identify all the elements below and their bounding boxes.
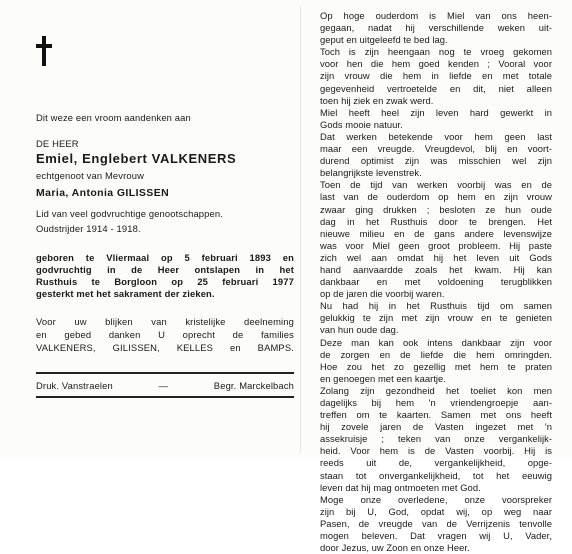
divider-bottom <box>36 396 294 398</box>
divider-top <box>36 372 294 374</box>
spouse-label: echtgenoot van Mevrouw <box>36 170 145 181</box>
spouse-name: Maria, Antonia GILISSEN <box>36 187 170 199</box>
memorial-text-line: op de jaren die voorbij waren. <box>320 288 445 300</box>
thanks-line: VALKENERS, GILISSEN, KELLES en BAMPS. <box>36 342 294 353</box>
memorial-text-line: Zolang zijn gezondheid het toeliet kon men <box>320 384 552 396</box>
memorial-text-line: zijn vrouw die hem in liefde en met totale <box>320 70 552 82</box>
memorial-text-line: treffen om te kaarten. Samen met ons heeft <box>320 409 552 421</box>
memorial-text-line: leven dat hij mag ontmoeten met God. <box>320 481 481 493</box>
memorial-text-line: nieuwe milieu en de gans andere levenswijze <box>320 227 552 239</box>
memorial-text-line: assekruisje ; teken van onze vergankelijk- <box>320 433 552 445</box>
memorial-text-line: geput en uitgeleefd te bed lag. <box>320 34 448 46</box>
memorial-text-line: durend optimist zijn was misschien wel zijn <box>320 155 552 167</box>
memorial-text-line: dankbaar en met voldoening terugblikken <box>320 276 552 288</box>
birth-line: geboren te Vliermaal op 5 februari 1893 en <box>36 252 294 263</box>
veteran-text: Oudstrijder 1914 - 1918. <box>36 223 141 234</box>
memorial-text-line: gegevenheid vertroetelde en dit, niet alleen <box>320 82 552 94</box>
memorial-text-line: mogen beleven. Dat vragen wij U, Vader, <box>320 530 552 542</box>
credits-dash: — <box>158 380 169 391</box>
memorial-text-line: dagelijks bij hem 'n vriendengroepje aan- <box>320 397 552 408</box>
memorial-text-line: Hoe zou het zo gezellig met hem te praten <box>320 360 552 372</box>
cross-icon <box>36 36 52 66</box>
memorial-text-line: Gods mooie natuur. <box>320 118 403 130</box>
undertaker-credit: Begr. Marckelbach <box>213 380 294 391</box>
memorial-text-line: last van de ouderdom op hem en zijn vrouw <box>320 191 552 203</box>
memorial-text-line: staan tot onvergankelijkheid, tot het eeuwig <box>320 469 552 481</box>
birth-line: godvruchtig in de Heer ontslapen in het <box>36 264 294 275</box>
memberships-text: Lid van veel godvruchtige genootschappen. <box>36 208 224 219</box>
memorial-text-line: hand aanvaardde zoals het kwam. Hij kan <box>320 263 552 275</box>
memorial-text-line: Miel heeft heel zijn leven hard gewerkt in <box>320 106 552 118</box>
deceased-name: Emiel, Englebert VALKENERS <box>36 151 237 166</box>
memorial-text-line: Toen de tijd van werken voorbij was en de <box>320 179 552 191</box>
memorial-text-line: Dat werken betekende voor hem geen last <box>320 130 552 142</box>
memorial-text-line: zijn bij U, God, opdat wij, op weg naar <box>320 505 552 517</box>
memorial-text-line: voor hen die hem goed kenden ; Vooral voor <box>320 58 552 70</box>
thanks-line: Voor uw blijken van kristelijke deelneming <box>36 316 294 327</box>
memorial-text-column <box>320 10 552 554</box>
memorial-text-line: van hun oude dag. <box>320 324 399 336</box>
memorial-text-line: en genoegen met een kaartje. <box>320 372 446 384</box>
memorial-text-line: Moge onze overledene, onze voorspreker <box>320 493 552 505</box>
memorial-text-line: hij zovele jaren de Vasten ingezet met 'n <box>320 421 552 433</box>
credits-row <box>36 380 294 392</box>
memorial-text-line: Op hoge ouderdom is Miel van ons heen- <box>320 10 552 21</box>
memorial-text-line: gegaan, nadat hij verschillende weken uit- <box>320 22 552 34</box>
memorial-text-line: zich wel aan omdat hij het leven uit Gods <box>320 251 552 263</box>
memorial-text-line: Pasen, de vreugde van de Verrijzenis tenvolle <box>320 517 552 529</box>
memorial-text-line: heid. Voor hem is de Vasten voorbij. Hij is <box>320 445 552 457</box>
memorial-text-line: maar een vreugde. Vreugdevol, blij en voort- <box>320 143 552 155</box>
memorial-text-line: de zorgen en de liefde die hem omringden. <box>320 348 552 360</box>
birth-line: gesterkt met het sakrament der zieken. <box>36 288 215 299</box>
memorial-text-line: zwaar ging drukken ; besloten ze hun oude <box>320 203 552 215</box>
memorial-text-line: belangrijkste levenstrek. <box>320 167 422 179</box>
birth-line: Rusthuis te Borgloon op 25 februari 1977 <box>36 276 294 287</box>
memorial-text-line: Deze man kan ook intens dankbaar zijn voor <box>320 336 552 348</box>
memorial-text-line: Nu had hij in het Rusthuis tijd om samen <box>320 300 552 312</box>
card-fold-line <box>300 6 301 453</box>
thanks-line: en gebed danken U oprecht de families <box>36 329 294 340</box>
memorial-text-line: toen hij ziek en zwak werd. <box>320 94 434 106</box>
printer-credit: Druk. Vanstraelen <box>36 380 113 391</box>
salutation: DE HEER <box>36 138 79 149</box>
memorial-text-line: reeds uit de, vergankelijkheid, opge- <box>320 457 552 469</box>
memorial-text-line: gelukkig te zijn met zijn vrouw en te genieten <box>320 312 552 324</box>
intro-text: Dit weze een vroom aandenken aan <box>36 112 191 123</box>
memorial-text-line: door Jezus, uw Zoon en onze Heer. <box>320 542 470 554</box>
memorial-text-line: Toch is zijn heengaan nog te vroeg gekomen <box>320 46 552 58</box>
memorial-text-line: was voor Miel geen groot probleem. Hij paste <box>320 239 552 251</box>
memorial-text-line: dag in het Rusthuis door te brengen. Het <box>320 215 552 227</box>
